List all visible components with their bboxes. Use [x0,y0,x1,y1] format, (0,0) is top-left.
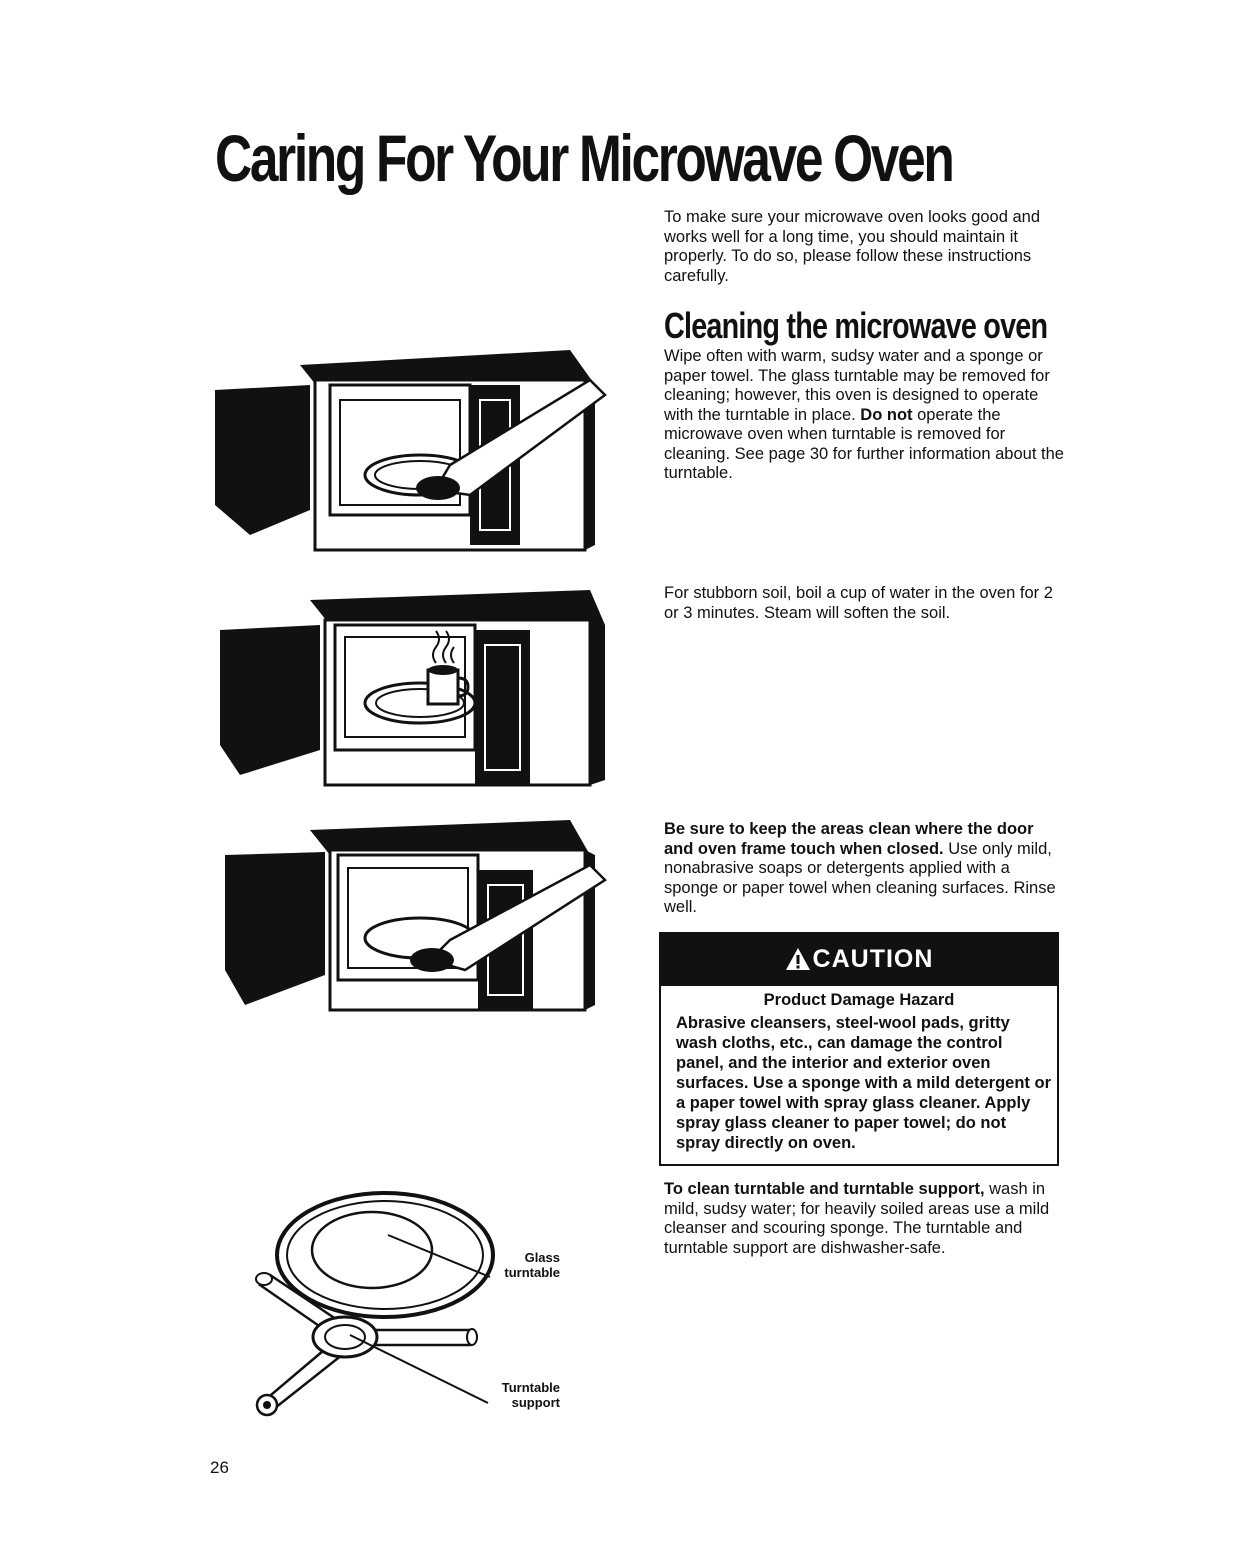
turntable-text: wash in mild, sudsy water; for heavily soiled areas use a mild cleanser and scouring sponge. The turntable and turntable support are dishwasher-safe. [664,1180,1050,1257]
page-number: 26 [210,1458,229,1477]
section-heading: Cleaning the microwave oven [664,305,1048,346]
door-frame-paragraph [664,820,1064,918]
cleaning-text-a: Wipe often with warm, sudsy water and a sponge or paper towel. The glass turntable may be removed for cleaning; however, this oven is designed to operate with the turntable in place. [664,347,1050,424]
support-label-line2: support [511,1395,560,1410]
turntable-cleaning-paragraph [664,1180,1064,1258]
caution-label: CAUTION [812,944,934,973]
intro-paragraph: To make sure your microwave oven looks good and works well for a long time, you should maintain it properly. To do so, please follow these instructions carefully. [664,208,1041,285]
microwave-steam-illustration [210,575,610,790]
warning-triangle-icon [785,947,811,971]
page-title: Caring For Your Microwave Oven [215,121,953,195]
microwave-door-frame-illustration [210,810,610,1015]
door-frame-text: Use only mild, nonabrasive soaps or detergents applied with a sponge or paper towel when cleaning surfaces. Rinse well. [664,839,1056,916]
hazard-title: Product Damage Hazard [763,991,955,1009]
support-label-line1: Turntable [501,1380,560,1395]
glass-turntable-label [470,1250,560,1280]
do-not-emphasis: Do not [860,405,913,424]
hazard-text: Abrasive cleansers, steel-wool pads, gritty wash cloths, etc., can damage the control panel, and the interior and exterior oven surfaces. Use a sponge with a mild detergent or a paper towel with spray glass cleaner. Apply spray glass cleaner to paper towel; do not spray directly on oven. [676,1014,1052,1152]
stubborn-soil-paragraph: For stubborn soil, boil a cup of water in the oven for 2 or 3 minutes. Steam will soften the soil. [664,584,1053,622]
caution-banner [659,932,1059,986]
turntable-emphasis: To clean turntable and turntable support, [664,1180,985,1198]
door-frame-emphasis: Be sure to keep the areas clean where the door and oven frame touch when closed. [664,820,1034,858]
cleaning-paragraph [664,347,1064,484]
glass-label-line2: turntable [504,1265,560,1280]
cleaning-text-b: operate the microwave oven when turntable is removed for cleaning. See page 30 for further information about the turntable. [664,405,1064,482]
microwave-wiping-illustration [210,340,610,555]
turntable-support-label [470,1380,560,1410]
glass-label-line1: Glass [524,1250,560,1265]
